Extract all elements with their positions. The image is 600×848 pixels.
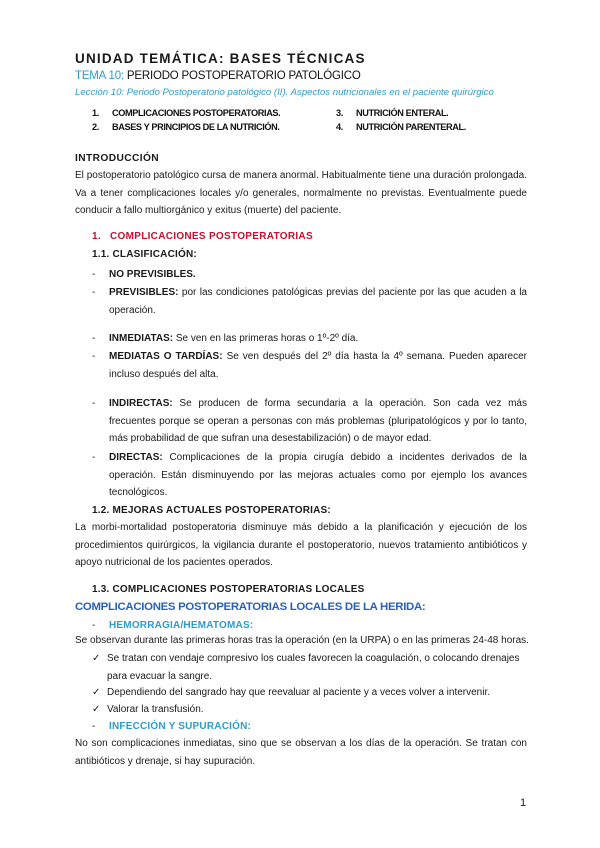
infection-paragraph: No son complicaciones inmediatas, sino que se observan a los días de la operación. Se tratan con antibióticos y drenaje, si hay supuración.: [75, 738, 527, 767]
checkmark-icon: ✓: [92, 687, 101, 698]
wound-complications-heading: COMPLICACIONES POSTOPERATORIAS LOCALES DE LA HERIDA:: [75, 601, 426, 613]
intro-paragraph: El postoperatorio patológico cursa de manera anormal. Habitualmente tiene una duración prolongada. Va a tener complicaciones locales y/o generales, normalmente no previstas. Eventualmente puede conducir a fallo multiorgánico y exitus (muerte) del paciente.: [75, 170, 527, 216]
intro-heading: INTRODUCCIÓN: [75, 153, 160, 164]
check-text: Valorar la transfusión.: [107, 704, 204, 715]
list-item: [92, 284, 527, 319]
list-item: [92, 266, 527, 284]
checkmark-icon: ✓: [92, 704, 101, 715]
toc-item: [336, 122, 466, 132]
classification-heading: 1.1. CLASIFICACIÓN:: [92, 249, 197, 260]
toc-num: 3.: [336, 108, 343, 118]
topic-title: [75, 70, 361, 82]
toc-label: BASES Y PRINCIPIOS DE LA NUTRICIÓN.: [112, 122, 280, 132]
toc-label: NUTRICIÓN PARENTERAL.: [356, 122, 466, 132]
toc-item: [336, 108, 448, 118]
unit-title: UNIDAD TEMÁTICA: BASES TÉCNICAS: [75, 51, 366, 66]
dash-bullet: -: [92, 452, 96, 463]
item-term: INDIRECTAS:: [109, 398, 173, 409]
check-text: Se tratan con vendaje compresivo los cuales favorecen la coagulación, o colocando drenajes para evacuar la sangre.: [107, 653, 520, 682]
item-text: Se ven en las primeras horas o 1º-2º día.: [173, 333, 359, 344]
check-text: Dependiendo del sangrado hay que reevaluar al paciente y a veces volver a intervenir.: [107, 687, 491, 698]
item-text: por las condiciones patológicas previas del paciente por las que acuden a la operación.: [109, 287, 527, 316]
list-item: [92, 395, 527, 448]
check-item: [92, 684, 527, 702]
item-text: Complicaciones de la propia cirugía debido a incidentes derivados de la operación. Están disminuyendo por las mejoras actuales como por ejemplo los avances tecnológicos.: [109, 452, 527, 498]
toc-num: 1.: [92, 108, 99, 118]
check-item: [92, 650, 527, 685]
infection-title: INFECCIÓN Y SUPURACIÓN:: [109, 721, 252, 732]
check-item: [92, 701, 527, 719]
list-item: [92, 330, 527, 348]
hemorrhage-heading: [92, 620, 253, 631]
dash-bullet: -: [92, 333, 96, 344]
dash-bullet: -: [92, 721, 96, 732]
hemorrhage-text: Se observan durante las primeras horas tras la operación (en la URPA) o en las primeras 24-48 horas.: [75, 635, 529, 646]
item-term: DIRECTAS:: [109, 452, 163, 463]
lesson-subtitle: Lección 10: Periodo Postoperatorio patológico (II). Aspectos nutricionales en el paciente quirúrgico: [75, 87, 494, 98]
section1-heading: [92, 231, 313, 242]
item-term: MEDIATAS O TARDÍAS:: [109, 351, 223, 362]
hemorrhage-title: HEMORRAGIA/HEMATOMAS:: [109, 620, 254, 631]
dash-bullet: -: [92, 269, 96, 280]
item-text: Se producen de forma secundaria a la operación. Son cada vez más frecuentes porque se operan a personas con más problemas (pluripatológicos y por lo tanto, más probabilidad de que sufran una desestabilización) o de mayor edad.: [109, 398, 527, 444]
item-text: Se ven después del 2º día hasta la 4º semana. Pueden aparecer incluso después del alta.: [109, 351, 527, 380]
item-term: NO PREVISIBLES.: [109, 269, 196, 280]
topic-text: PERIODO POSTOPERATORIO PATOLÓGICO: [126, 70, 361, 82]
local-complications-heading: 1.3. COMPLICACIONES POSTOPERATORIAS LOCALES: [92, 584, 365, 595]
toc-label: NUTRICIÓN ENTERAL.: [356, 108, 449, 118]
toc-num: 2.: [92, 122, 99, 132]
list-item: [92, 449, 527, 502]
item-term: PREVISIBLES:: [109, 287, 179, 298]
page-number: 1: [520, 797, 527, 809]
improvements-heading: 1.2. MEJORAS ACTUALES POSTOPERATORIAS:: [92, 505, 331, 516]
dash-bullet: -: [92, 287, 96, 298]
toc-item: [92, 108, 280, 118]
toc-num: 4.: [336, 122, 343, 132]
dash-bullet: -: [92, 398, 96, 409]
improvements-paragraph: La morbi-mortalidad postoperatoria disminuye más debido a la planificación y ejecución de los procedimientos quirúrgicos, la vigilancia durante el postoperatorio, nuevos tratamiento antibióticos y apoyo nutricional de los pacientes operados.: [75, 522, 527, 568]
section1-title: COMPLICACIONES POSTOPERATORIAS: [110, 231, 313, 242]
infection-heading: [92, 721, 251, 732]
list-item: [92, 348, 527, 383]
toc-item: [92, 122, 280, 132]
topic-label: TEMA 10:: [75, 70, 124, 82]
toc-label: COMPLICACIONES POSTOPERATORIAS.: [112, 108, 281, 118]
dash-bullet: -: [92, 620, 96, 631]
item-term: INMEDIATAS:: [109, 333, 174, 344]
checkmark-icon: ✓: [92, 653, 101, 664]
dash-bullet: -: [92, 351, 96, 362]
section1-num: 1.: [92, 231, 101, 242]
